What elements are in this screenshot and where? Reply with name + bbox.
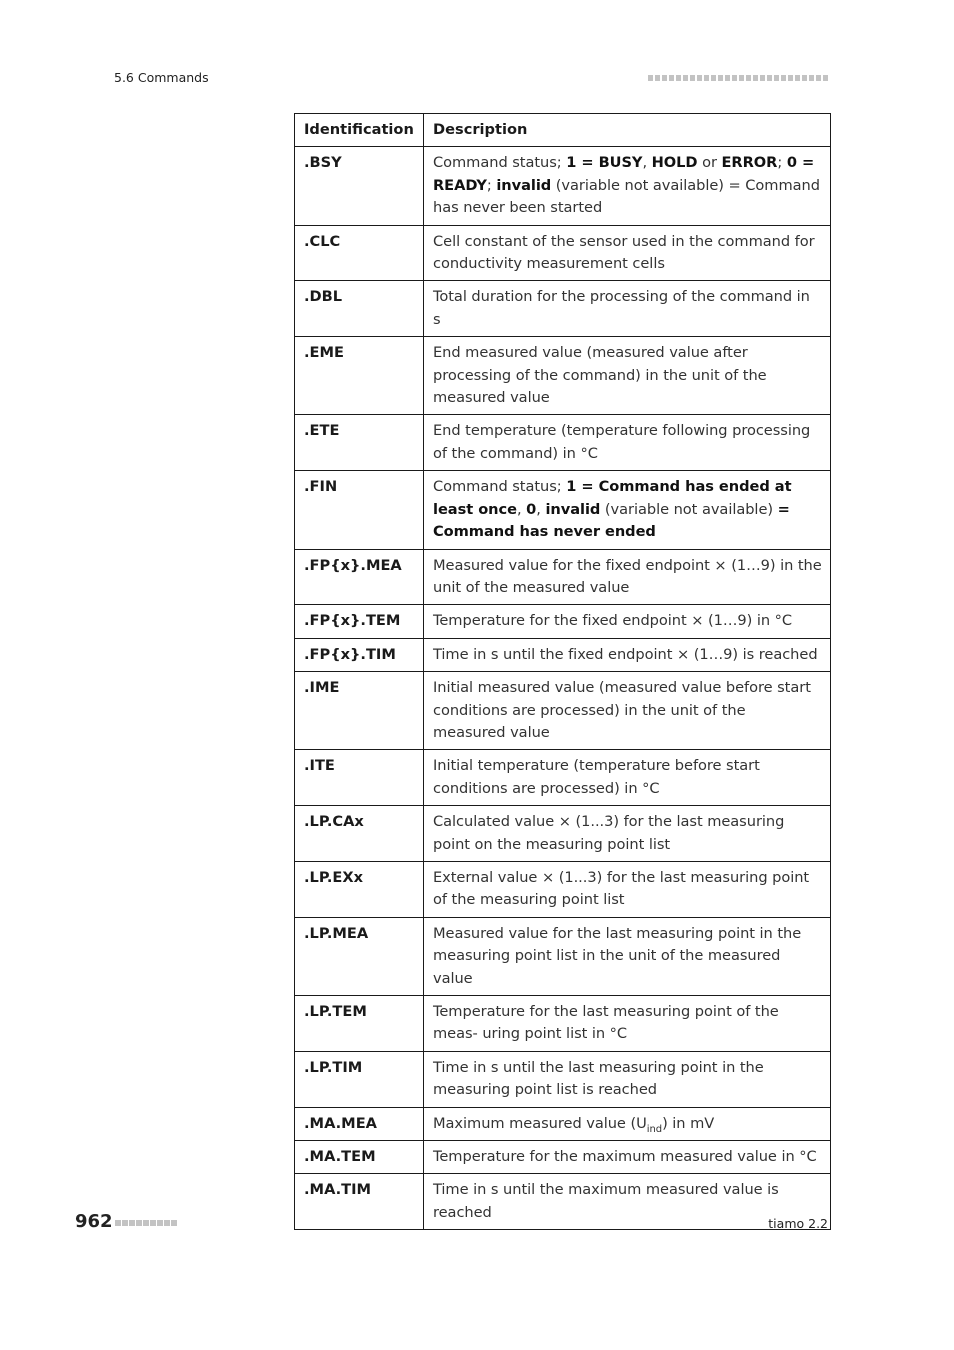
dot — [760, 75, 766, 81]
description-text: ; — [777, 154, 787, 172]
description-bold-text: = Command has never ended — [433, 500, 790, 541]
description-text: Measured value for the last measuring point in the measuring point list in the unit of the measured value — [433, 924, 802, 987]
description-bold-text: 0 — [526, 500, 537, 518]
description-text: Temperature for the maximum measured value in °C — [433, 1148, 817, 1166]
description-text: , — [642, 154, 652, 172]
dot — [732, 75, 738, 81]
description-bold-text: invalid — [496, 176, 552, 194]
commands-variable-table — [294, 113, 831, 1230]
table-row — [295, 672, 831, 750]
description-bold-text: 1 = BUSY — [566, 154, 643, 172]
identification-cell: .FP{x}.MEA — [295, 549, 424, 605]
dot — [676, 75, 682, 81]
identification-cell: .ITE — [295, 750, 424, 806]
description-text: ; — [486, 176, 497, 194]
table-header-row — [295, 114, 831, 147]
dot — [823, 75, 829, 81]
table-row — [295, 917, 831, 995]
description-cell — [424, 415, 831, 471]
description-cell — [424, 1107, 831, 1140]
dot — [157, 1220, 163, 1226]
identification-cell: .EME — [295, 337, 424, 415]
table-row — [295, 415, 831, 471]
description-cell — [424, 917, 831, 995]
identification-cell: .MA.MEA — [295, 1107, 424, 1140]
description-bold-text: invalid — [545, 500, 601, 518]
identification-cell: .MA.TEM — [295, 1141, 424, 1174]
dot — [767, 75, 773, 81]
identification-cell: .LP.CAx — [295, 806, 424, 862]
dot — [795, 75, 801, 81]
description-cell — [424, 605, 831, 638]
identification-cell: .LP.TEM — [295, 996, 424, 1052]
description-cell — [424, 549, 831, 605]
description-text: , — [536, 500, 546, 518]
column-header-description: Description — [424, 114, 831, 147]
description-text: (variable not available) = Command has never been started — [433, 176, 820, 217]
dot — [788, 75, 794, 81]
dot — [774, 75, 780, 81]
table-row — [295, 549, 831, 605]
header-dot-bar — [648, 75, 829, 81]
column-header-identification: Identification — [295, 114, 424, 147]
table-row — [295, 996, 831, 1052]
table-row — [295, 1141, 831, 1174]
description-cell — [424, 281, 831, 337]
description-bold-text: HOLD — [651, 154, 698, 172]
description-bold-text: 0 = READY — [433, 154, 815, 194]
dot — [150, 1220, 156, 1226]
identification-cell: .DBL — [295, 281, 424, 337]
description-bold-text: 1 = Command has ended at least once — [433, 478, 792, 518]
footer-dot-bar — [115, 1220, 177, 1226]
dot — [704, 75, 710, 81]
dot — [122, 1220, 128, 1226]
table-row — [295, 281, 831, 337]
dot — [648, 75, 654, 81]
description-text: (variable not available) — [600, 500, 778, 518]
dot — [697, 75, 703, 81]
description-text: End temperature (temperature following processing of the command) in °C — [433, 422, 811, 462]
description-cell — [424, 471, 831, 549]
page-number: 962 — [75, 1211, 113, 1232]
description-cell — [424, 225, 831, 281]
dot — [816, 75, 822, 81]
description-text: Command status; — [433, 478, 567, 496]
identification-cell: .ETE — [295, 415, 424, 471]
table-row — [295, 1107, 831, 1140]
description-text: Cell constant of the sensor used in the command for conductivity measurement cells — [433, 232, 815, 273]
table-row — [295, 147, 831, 225]
dot — [725, 75, 731, 81]
description-text: Measured value for the fixed endpoint × (1…9) in the unit of the measured value — [433, 556, 822, 596]
description-text: Time in s until the fixed endpoint × (1…9) is reached — [433, 645, 818, 663]
dot — [809, 75, 815, 81]
description-text: , — [516, 500, 527, 518]
footer-product-name: tiamo 2.2 — [768, 1216, 828, 1231]
description-cell — [424, 806, 831, 862]
identification-cell: .FIN — [295, 471, 424, 549]
identification-cell: .LP.MEA — [295, 917, 424, 995]
description-cell — [424, 996, 831, 1052]
identification-cell: .CLC — [295, 225, 424, 281]
dot — [655, 75, 661, 81]
dot — [690, 75, 696, 81]
dot — [781, 75, 787, 81]
description-bold-text: ERROR — [721, 154, 778, 172]
table-row — [295, 750, 831, 806]
dot — [171, 1220, 177, 1226]
description-cell — [424, 147, 831, 225]
table-row — [295, 1174, 831, 1230]
identification-cell: .BSY — [295, 147, 424, 225]
description-cell — [424, 1051, 831, 1107]
description-text: ind — [646, 1123, 663, 1135]
identification-cell: .LP.TIM — [295, 1051, 424, 1107]
description-text: or — [697, 154, 722, 172]
running-header-section: 5.6 Commands — [114, 70, 209, 85]
dot — [711, 75, 717, 81]
dot — [143, 1220, 149, 1226]
dot — [136, 1220, 142, 1226]
table-row — [295, 471, 831, 549]
identification-cell: .IME — [295, 672, 424, 750]
table-row — [295, 806, 831, 862]
identification-cell: .FP{x}.TIM — [295, 638, 424, 671]
dot — [683, 75, 689, 81]
description-cell — [424, 861, 831, 917]
identification-cell: .FP{x}.TEM — [295, 605, 424, 638]
dot — [129, 1220, 135, 1226]
dot — [662, 75, 668, 81]
description-text: ) in mV — [662, 1114, 715, 1132]
dot — [164, 1220, 170, 1226]
identification-cell: .MA.TIM — [295, 1174, 424, 1230]
description-text: Temperature for the fixed endpoint × (1…9) in °C — [433, 612, 793, 630]
description-text: External value × (1...3) for the last measuring point of the measuring point list — [433, 868, 810, 909]
dot — [739, 75, 745, 81]
description-cell — [424, 750, 831, 806]
description-text: End measured value (measured value after processing of the command) in the unit of the measured value — [433, 344, 767, 407]
identification-cell: .LP.EXx — [295, 861, 424, 917]
table-row — [295, 638, 831, 671]
table-row — [295, 1051, 831, 1107]
description-text: Time in s until the last measuring point in the measuring point list is reached — [433, 1058, 764, 1099]
dot — [753, 75, 759, 81]
description-cell — [424, 1141, 831, 1174]
dot — [718, 75, 724, 81]
dot — [746, 75, 752, 81]
description-text: Total duration for the processing of the command in s — [433, 288, 810, 328]
description-text: Initial measured value (measured value before start conditions are processed) in the unit of the measured value — [433, 679, 811, 741]
description-text: Calculated value × (1...3) for the last measuring point on the measuring point list — [433, 813, 785, 853]
description-text: Initial temperature (temperature before start conditions are processed) in °C — [433, 757, 760, 797]
dot — [802, 75, 808, 81]
description-cell — [424, 337, 831, 415]
description-text: Time in s until the maximum measured value is reached — [433, 1181, 779, 1221]
table-row — [295, 605, 831, 638]
dot — [669, 75, 675, 81]
description-text: Temperature for the last measuring point of the meas- uring point list in °C — [433, 1003, 779, 1043]
dot — [115, 1220, 121, 1226]
description-text: Maximum measured value (U — [433, 1114, 647, 1132]
table-row — [295, 861, 831, 917]
description-text: Command status; — [433, 154, 567, 172]
description-cell — [424, 638, 831, 671]
table-row — [295, 225, 831, 281]
description-cell — [424, 672, 831, 750]
table-row — [295, 337, 831, 415]
table-body — [295, 147, 831, 1230]
